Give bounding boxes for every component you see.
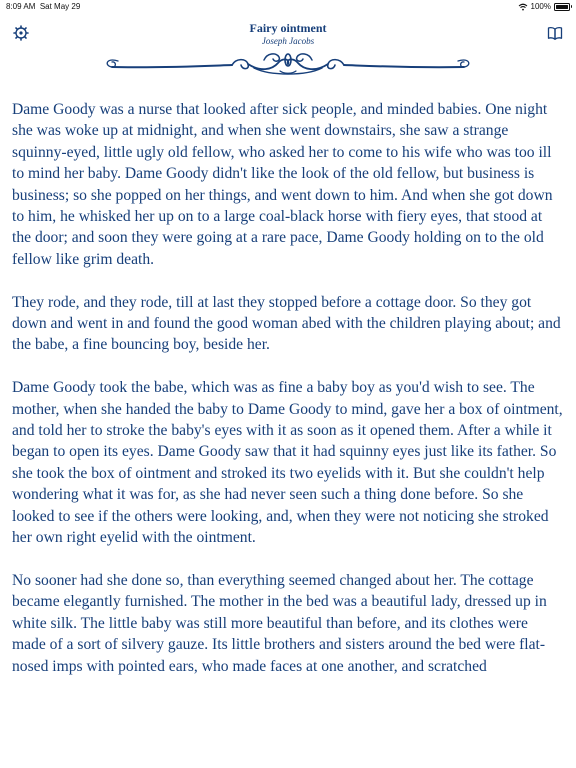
status-indicators xyxy=(518,2,570,11)
paragraph: They rode, and they rode, till at last they stopped before a cottage door. So they got down and went in and found the good woman abed with the children playing about; and the babe, a fine bouncing boy, beside her. xyxy=(12,293,561,354)
ornament-divider xyxy=(104,48,472,78)
battery-icon xyxy=(554,3,570,11)
status-date: Sat May 29 xyxy=(39,2,81,11)
battery-percent: 100% xyxy=(530,2,551,11)
book-title: Fairy ointment xyxy=(249,21,327,35)
status-clock: 8:09 AM xyxy=(6,2,36,11)
reader-header xyxy=(0,18,576,80)
status-time xyxy=(6,2,80,11)
book-icon xyxy=(546,24,564,42)
book-author: Joseph Jacobs xyxy=(261,36,315,46)
status-bar xyxy=(0,0,576,14)
wifi-icon xyxy=(518,3,528,11)
paragraph: Dame Goody took the babe, which was as fine a baby boy as you'd wish to see. The mother, when she handed the baby to Dame Goody to mind, gave her a box of ointment, and told her to stroke the baby's eyes with it as soon as it opened them. After a while it began to open its eyes. Dame Goody saw that it had squinny eyes just like its father. So she took the box of ointment and stroked its two eyelids with it. But she couldn't help wondering what it was for, as she had never seen such a thing done before. So she looked to see if the others were looking, and, when they were not noticing she stroked her own right eyelid with the ointment. xyxy=(12,379,563,547)
library-button[interactable] xyxy=(546,24,564,42)
paragraph: Dame Goody was a nurse that looked after sick people, and minded babies. One night she was woke up at midnight, and when she went downstairs, she saw a strange squinny-eyed, little ugly old fellow, who asked her to come to his wife who was too ill to mind her baby. Dame Goody didn't like the look of the old fellow, but business is business; so she popped on her things, and went down to him. And when she got down to him, he whisked her up on to a large coal-black horse with fiery eyes, that stood at the door; and soon they were going at a rare pace, Dame Goody holding on to the old fellow like grim death. xyxy=(12,101,553,268)
reader-content[interactable] xyxy=(12,99,564,698)
title-block xyxy=(0,21,576,47)
paragraph: No sooner had she done so, than everything seemed changed about her. The cottage became elegantly furnished. The mother in the bed was a beautiful lady, dressed up in white silk. The little baby was still more beautiful than before, and its clothes were made of a sort of silvery gauze. Its little brothers and sisters around the bed were flat-nosed imps with pointed ears, who made faces at one another, and scratched xyxy=(12,571,547,675)
